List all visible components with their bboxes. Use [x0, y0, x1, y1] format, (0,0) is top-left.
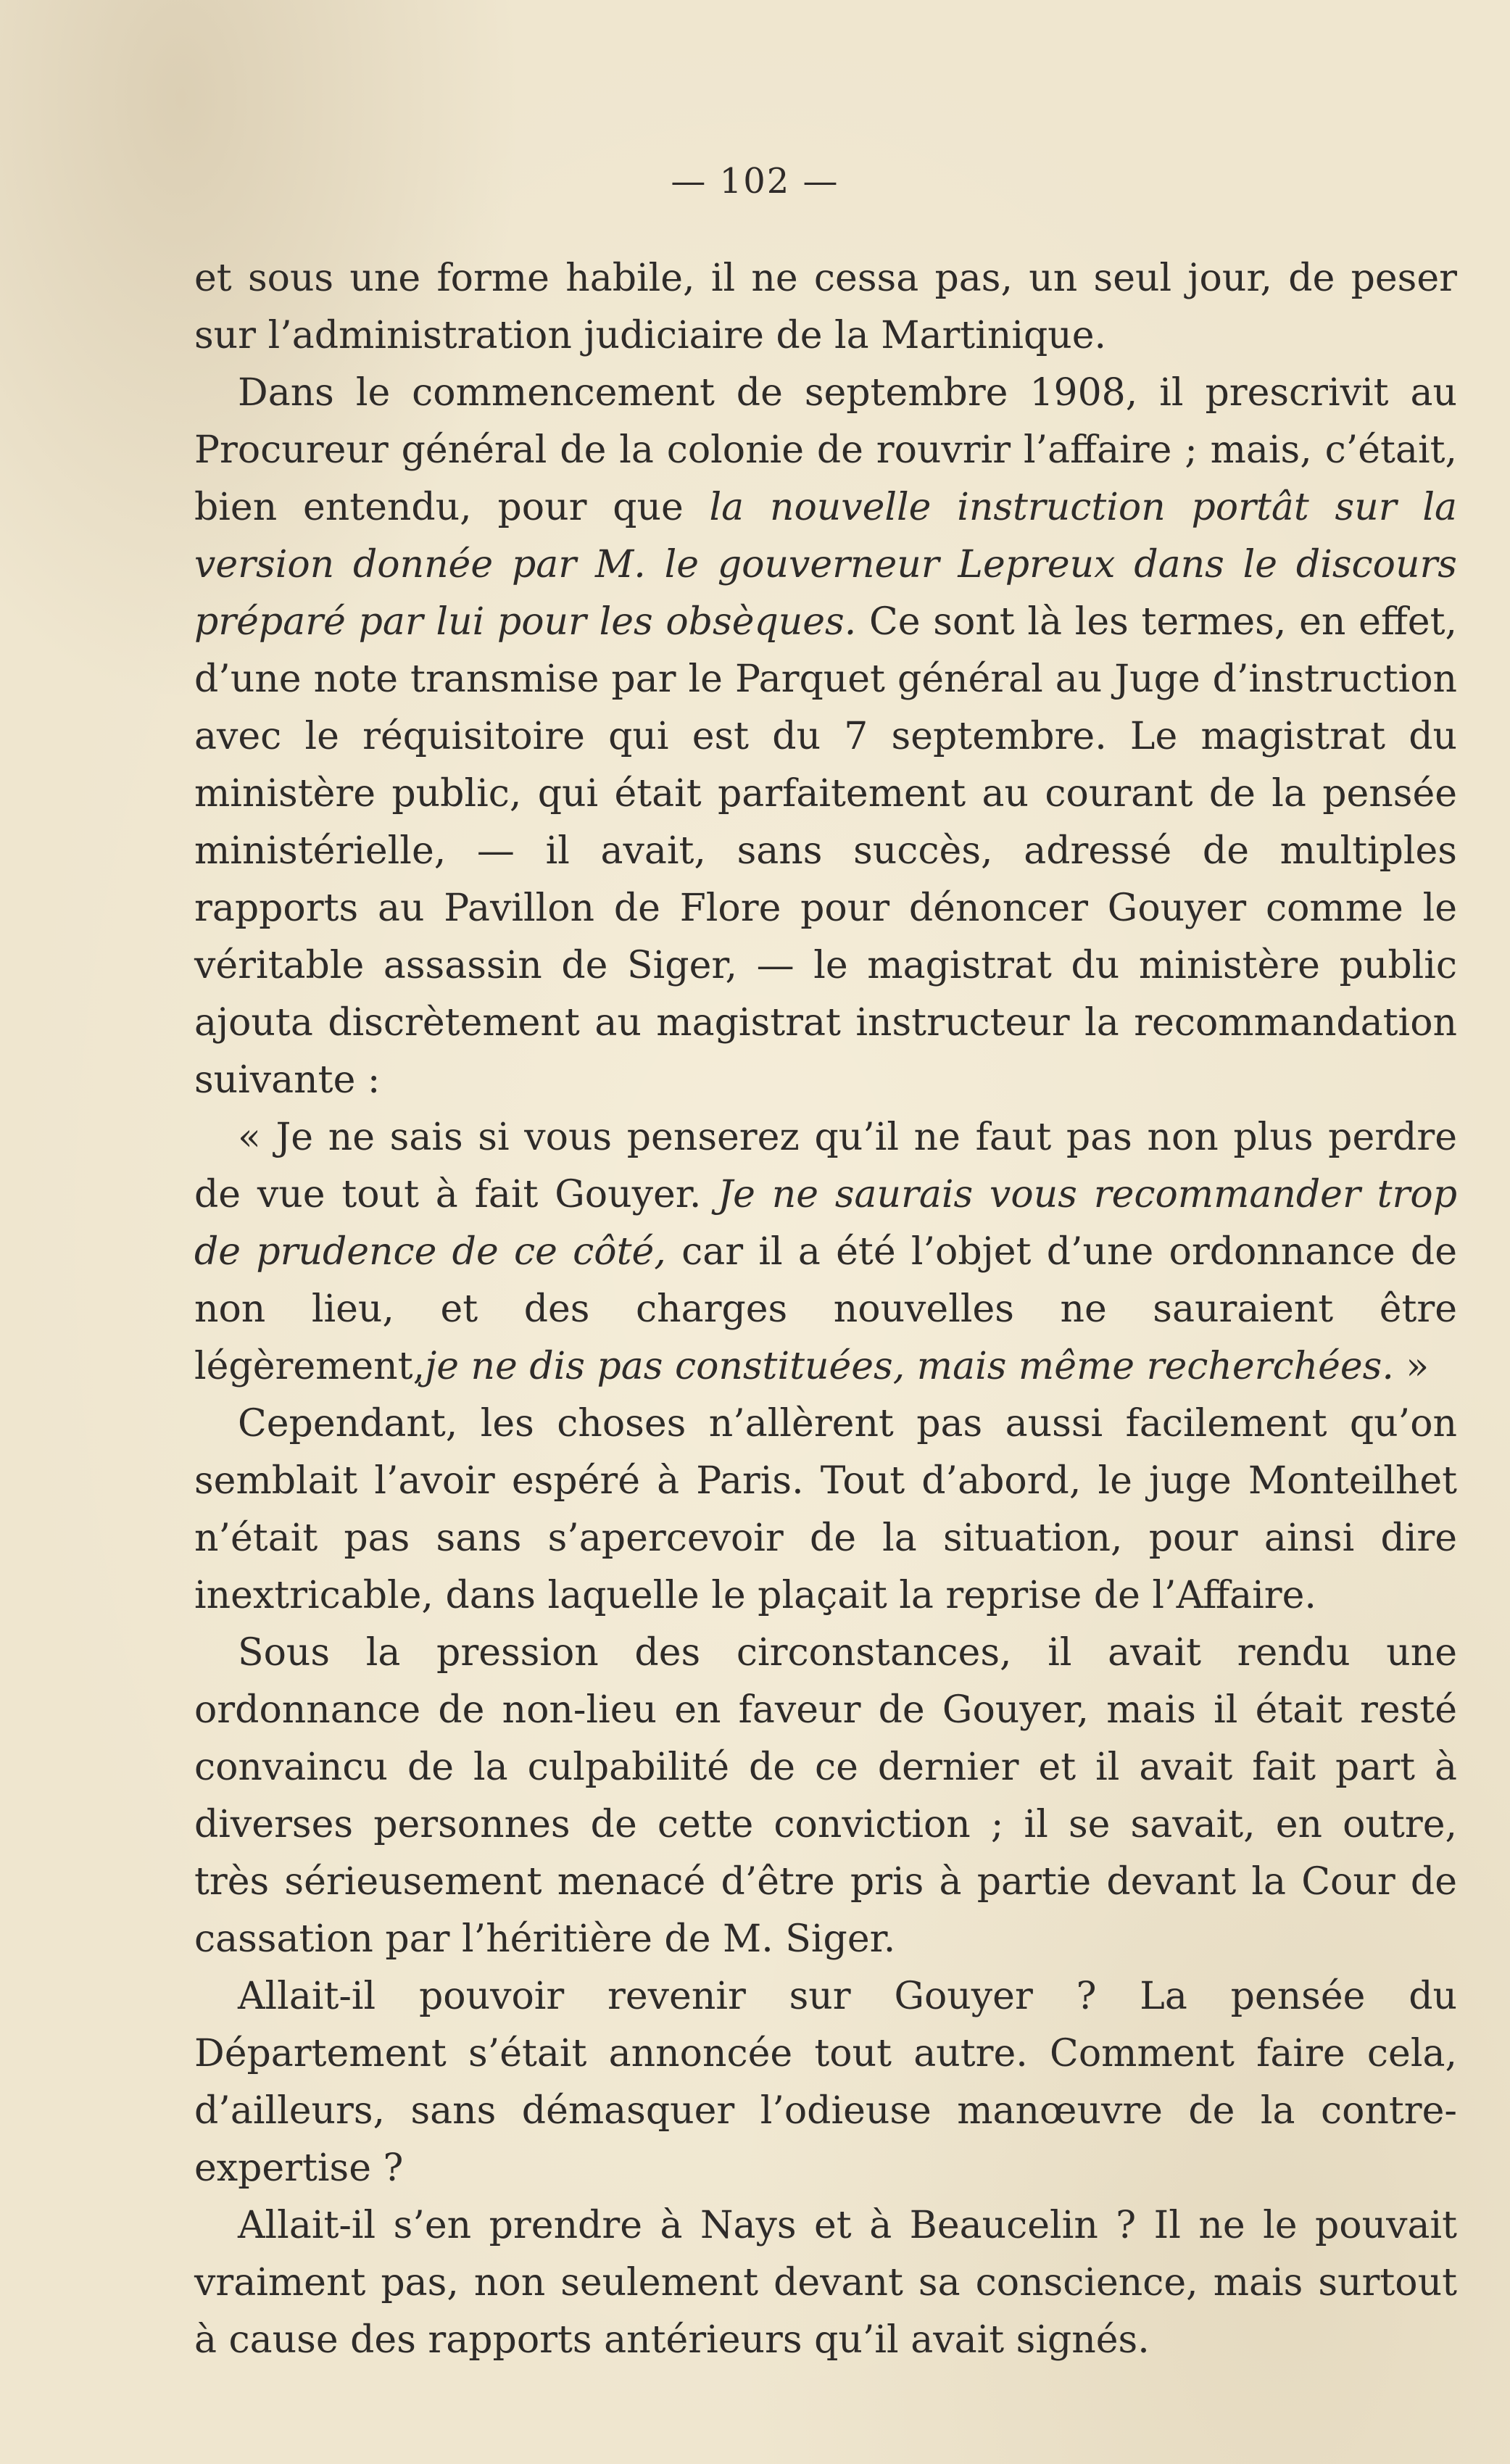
- text-segment: Dans le commencement de septembre 1908, il prescrivit au Procureur général de la colonie de rouvrir l’affaire ; mais, c’était, bien entendu, pour que: [194, 371, 1457, 529]
- text-segment: »: [1393, 1345, 1430, 1388]
- paragraph: [194, 1625, 1457, 1968]
- page-number: — 102 —: [671, 161, 839, 202]
- text-segment: Allait-il s’en prendre à Nays et à Beaucelin ? Il ne le pouvait vraiment pas, non seulement devant sa conscience, mais surtout à cause des rapports antérieurs qu’il avait signés.: [194, 2204, 1457, 2362]
- text-segment: car il a été l’objet d’une ordonnance de non lieu, et des charges nouvelles ne sauraient être légèrement,: [194, 1230, 1457, 1388]
- text-segment: « Je ne sais si vous penserez qu’il ne faut pas non plus perdre de vue tout à fait Gouyer.: [194, 1116, 1457, 1216]
- text-segment: Ce sont là les termes, en effet, d’une note transmise par le Parquet général au Juge d’instruction avec le réquisitoire qui est du 7 septembre. Le magistrat du ministère public, qui était parfaitement au courant de la pensée ministérielle, — il avait, sans succès, adressé de multiples rapports au Pavillon de Flore pour dénoncer Gouyer comme le véritable assassin de Siger, — le magistrat du ministère public ajouta discrètement au magistrat instructeur la recommandation suivante :: [194, 600, 1457, 1102]
- text-segment: Cependant, les choses n’allèrent pas aussi facilement qu’on semblait l’avoir espéré à Paris. Tout d’abord, le juge Monteilhet n’était pas sans s’apercevoir de la situation, pour ainsi dire inextricable, dans laquelle le plaçait la reprise de l’Affaire.: [194, 1402, 1457, 1617]
- paragraph: [194, 2197, 1457, 2369]
- text-segment: et sous une forme habile, il ne cessa pas, un seul jour, de peser sur l’administration judiciaire de la Martinique.: [194, 257, 1457, 357]
- paragraph: [194, 1968, 1457, 2197]
- italic-text-segment: la nouvelle instruction portât sur la version donnée par M. le gouverneur Lepreux dans le discours préparé par lui pour les obsèques.: [194, 486, 1457, 644]
- italic-text-segment: je ne dis pas constituées, mais même recherchées.: [425, 1345, 1394, 1388]
- italic-text-segment: Je ne saurais vous recommander trop de prudence de ce côté,: [194, 1173, 1457, 1274]
- text-segment: Allait-il pouvoir revenir sur Gouyer ? La pensée du Département s’était annoncée tout autre. Comment faire cela, d’ailleurs, sans démasquer l’odieuse manœuvre de la contre-expertise ?: [194, 1975, 1457, 2190]
- paragraph: [194, 250, 1457, 365]
- body-text: [194, 250, 1457, 2369]
- text-segment: Sous la pression des circonstances, il avait rendu une ordonnance de non-lieu en faveur de Gouyer, mais il était resté convaincu de la culpabilité de ce dernier et il avait fait part à diverses personnes de cette conviction ; il se savait, en outre, très sérieusement menacé d’être pris à partie devant la Cour de cassation par l’héritière de M. Siger.: [194, 1631, 1457, 1961]
- paragraph: [194, 1109, 1457, 1395]
- paragraph: [194, 1395, 1457, 1625]
- paragraph: [194, 365, 1457, 1109]
